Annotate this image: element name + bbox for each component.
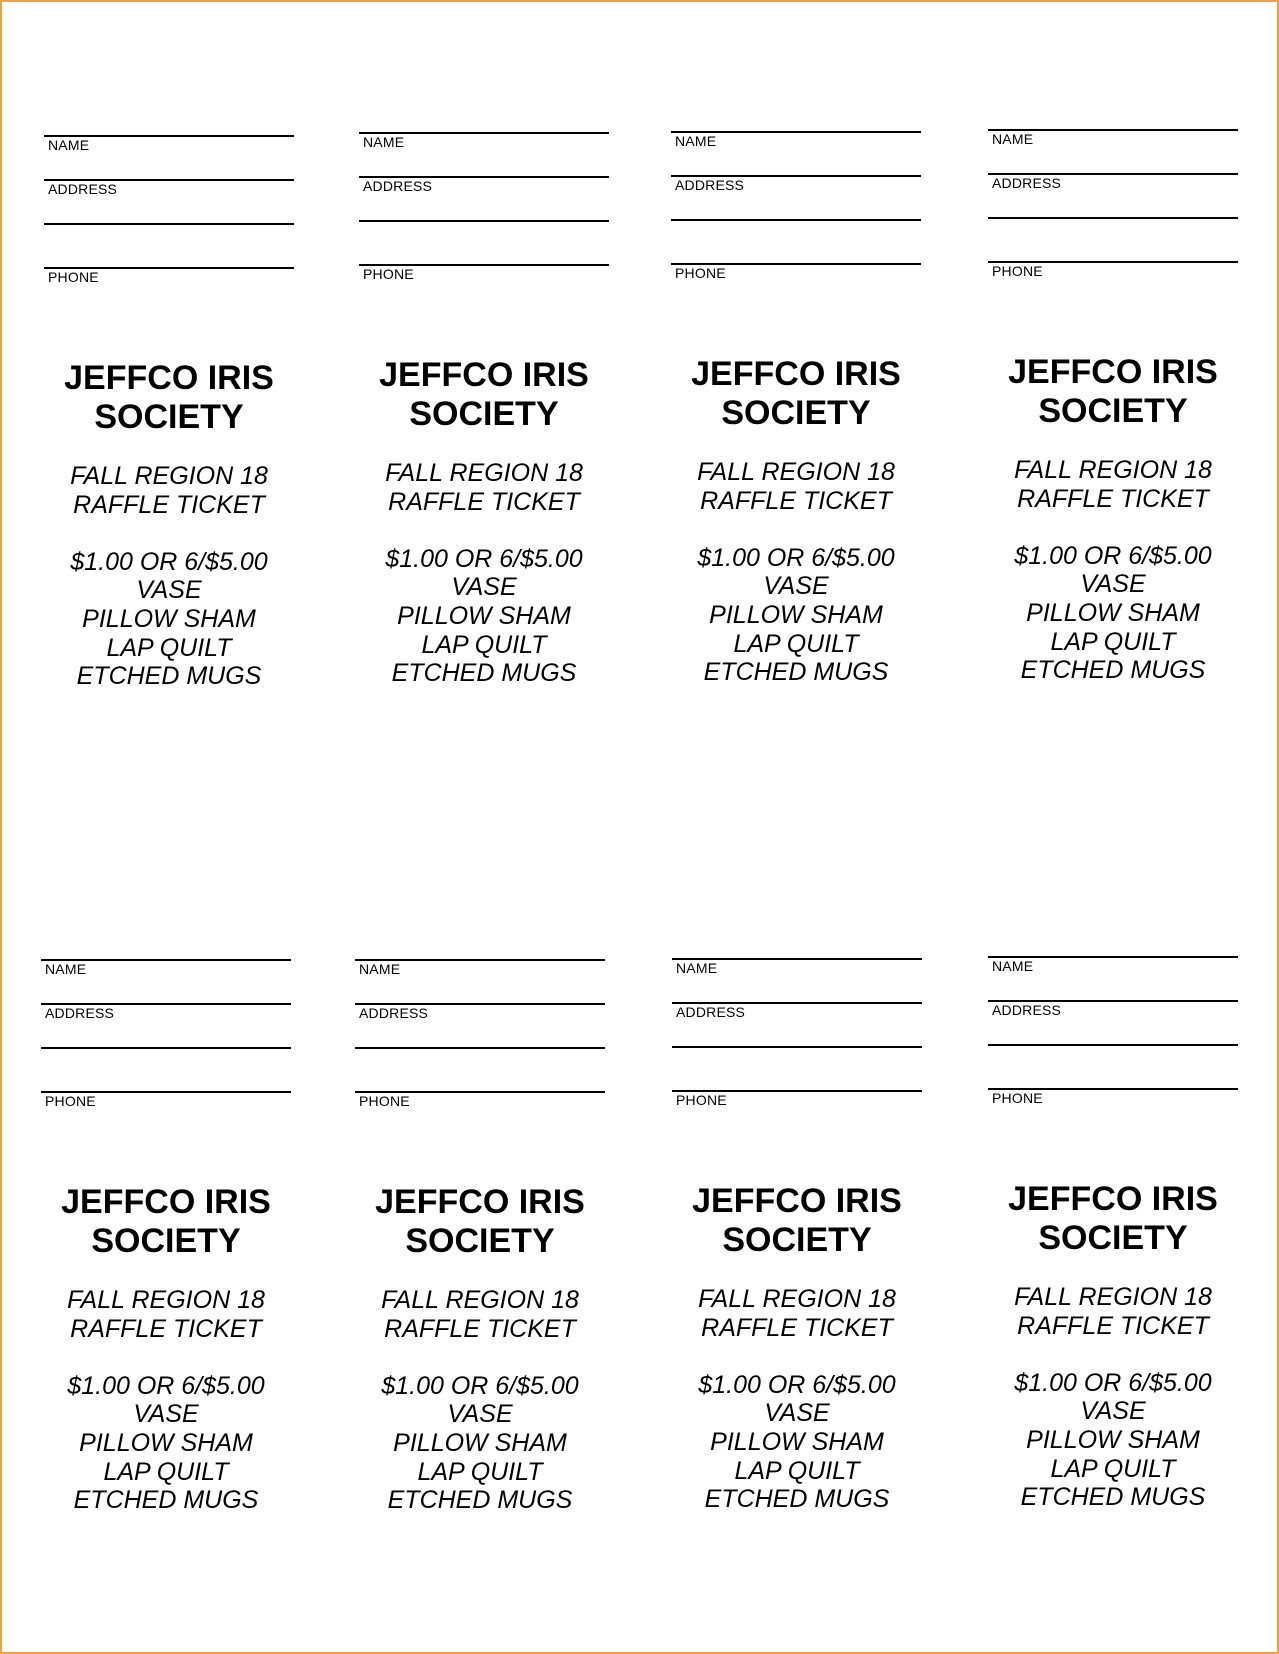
- prize-item: VASE: [764, 1399, 830, 1428]
- phone-label: PHONE: [48, 269, 99, 285]
- organization-title: [339, 356, 629, 434]
- prize-item: ETCHED MUGS: [703, 658, 889, 687]
- org-line-2: SOCIETY: [409, 395, 559, 433]
- event-line-2: RAFFLE TICKET: [73, 490, 265, 519]
- address-label: ADDRESS: [45, 1005, 115, 1021]
- organization-title: [968, 353, 1258, 431]
- address-line-2[interactable]: [672, 1046, 922, 1048]
- address-line-2[interactable]: [41, 1047, 291, 1049]
- address-line-2[interactable]: [988, 217, 1238, 219]
- name-label: NAME: [676, 960, 718, 976]
- event-line-1: FALL REGION 18: [70, 462, 268, 490]
- prize-item: PILLOW SHAM: [709, 600, 883, 629]
- phone-label: PHONE: [359, 1093, 410, 1109]
- address-line-2[interactable]: [671, 219, 921, 221]
- prize-item: VASE: [447, 1400, 513, 1429]
- phone-label: PHONE: [992, 263, 1043, 279]
- address-line-2[interactable]: [355, 1047, 605, 1049]
- event-line-1: FALL REGION 18: [1014, 456, 1212, 484]
- org-line-2: SOCIETY: [91, 1222, 241, 1260]
- name-label: NAME: [48, 137, 90, 153]
- org-line-2: SOCIETY: [722, 1221, 872, 1259]
- address-label: ADDRESS: [675, 177, 745, 193]
- prize-item: ETCHED MUGS: [1020, 1483, 1206, 1512]
- organization-title: [652, 1182, 942, 1260]
- name-label: NAME: [992, 958, 1034, 974]
- address-label: ADDRESS: [992, 175, 1062, 191]
- address-label: ADDRESS: [992, 1002, 1062, 1018]
- address-line-2[interactable]: [44, 223, 294, 225]
- prize-item: PILLOW SHAM: [710, 1427, 884, 1456]
- organization-title: [335, 1183, 625, 1261]
- ticket-details: [339, 459, 629, 688]
- prize-item: LAP QUILT: [1050, 627, 1176, 656]
- ticket-details: [968, 456, 1258, 685]
- org-line-1: JEFFCO IRIS: [1008, 353, 1218, 391]
- prize-item: LAP QUILT: [1050, 1454, 1176, 1483]
- org-line-1: JEFFCO IRIS: [64, 359, 274, 397]
- org-line-2: SOCIETY: [1038, 1219, 1188, 1257]
- ticket-details: [652, 1285, 942, 1514]
- ticket-details: [651, 458, 941, 687]
- ticket-details: [24, 462, 314, 691]
- org-line-1: JEFFCO IRIS: [375, 1183, 585, 1221]
- price-text: $1.00 OR 6/$5.00: [385, 544, 583, 573]
- org-line-2: SOCIETY: [94, 398, 244, 436]
- prize-item: VASE: [1080, 1397, 1146, 1426]
- org-line-2: SOCIETY: [405, 1222, 555, 1260]
- event-line-1: FALL REGION 18: [385, 459, 583, 487]
- address-label: ADDRESS: [48, 181, 118, 197]
- prize-item: LAP QUILT: [734, 1456, 860, 1485]
- prize-item: ETCHED MUGS: [387, 1486, 573, 1515]
- prize-item: ETCHED MUGS: [391, 659, 577, 688]
- prize-item: VASE: [1080, 570, 1146, 599]
- address-line-2[interactable]: [359, 220, 609, 222]
- organization-title: [24, 359, 314, 437]
- prize-item: VASE: [763, 572, 829, 601]
- event-line-2: RAFFLE TICKET: [700, 486, 892, 515]
- event-line-1: FALL REGION 18: [698, 1285, 896, 1313]
- price-text: $1.00 OR 6/$5.00: [1014, 541, 1212, 570]
- prize-item: VASE: [136, 576, 202, 605]
- phone-label: PHONE: [363, 266, 414, 282]
- phone-label: PHONE: [45, 1093, 96, 1109]
- address-label: ADDRESS: [359, 1005, 429, 1021]
- phone-label: PHONE: [676, 1092, 727, 1108]
- ticket-details: [335, 1286, 625, 1515]
- prize-item: LAP QUILT: [103, 1457, 229, 1486]
- event-line-1: FALL REGION 18: [381, 1286, 579, 1314]
- prize-item: VASE: [451, 573, 517, 602]
- prize-item: LAP QUILT: [106, 633, 232, 662]
- price-text: $1.00 OR 6/$5.00: [67, 1371, 265, 1400]
- event-line-2: RAFFLE TICKET: [1017, 1311, 1209, 1340]
- price-text: $1.00 OR 6/$5.00: [381, 1371, 579, 1400]
- org-line-1: JEFFCO IRIS: [691, 355, 901, 393]
- address-label: ADDRESS: [676, 1004, 746, 1020]
- price-text: $1.00 OR 6/$5.00: [698, 1370, 896, 1399]
- prize-item: PILLOW SHAM: [1026, 1425, 1200, 1454]
- org-line-1: JEFFCO IRIS: [1008, 1180, 1218, 1218]
- phone-label: PHONE: [992, 1090, 1043, 1106]
- event-line-2: RAFFLE TICKET: [388, 487, 580, 516]
- event-line-2: RAFFLE TICKET: [1017, 484, 1209, 513]
- event-line-2: RAFFLE TICKET: [701, 1313, 893, 1342]
- name-label: NAME: [363, 134, 405, 150]
- prize-item: PILLOW SHAM: [393, 1428, 567, 1457]
- prize-item: VASE: [133, 1400, 199, 1429]
- organization-title: [968, 1180, 1258, 1258]
- ticket-details: [21, 1286, 311, 1515]
- prize-item: ETCHED MUGS: [1020, 656, 1206, 685]
- price-text: $1.00 OR 6/$5.00: [70, 547, 268, 576]
- prize-item: LAP QUILT: [733, 629, 859, 658]
- name-label: NAME: [45, 961, 87, 977]
- prize-item: LAP QUILT: [417, 1457, 543, 1486]
- prize-item: ETCHED MUGS: [73, 1486, 259, 1515]
- prize-item: PILLOW SHAM: [397, 601, 571, 630]
- phone-label: PHONE: [675, 265, 726, 281]
- name-label: NAME: [675, 133, 717, 149]
- org-line-1: JEFFCO IRIS: [379, 356, 589, 394]
- address-line-2[interactable]: [988, 1044, 1238, 1046]
- address-label: ADDRESS: [363, 178, 433, 194]
- event-line-1: FALL REGION 18: [697, 458, 895, 486]
- prize-item: PILLOW SHAM: [79, 1428, 253, 1457]
- event-line-2: RAFFLE TICKET: [384, 1314, 576, 1343]
- prize-item: PILLOW SHAM: [1026, 598, 1200, 627]
- ticket-details: [968, 1283, 1258, 1512]
- prize-item: PILLOW SHAM: [82, 604, 256, 633]
- event-line-2: RAFFLE TICKET: [70, 1314, 262, 1343]
- prize-item: ETCHED MUGS: [704, 1485, 890, 1514]
- org-line-2: SOCIETY: [1038, 392, 1188, 430]
- price-text: $1.00 OR 6/$5.00: [1014, 1368, 1212, 1397]
- price-text: $1.00 OR 6/$5.00: [697, 543, 895, 572]
- organization-title: [651, 355, 941, 433]
- organization-title: [21, 1183, 311, 1261]
- event-line-1: FALL REGION 18: [67, 1286, 265, 1314]
- org-line-1: JEFFCO IRIS: [692, 1182, 902, 1220]
- org-line-1: JEFFCO IRIS: [61, 1183, 271, 1221]
- prize-item: ETCHED MUGS: [76, 662, 262, 691]
- name-label: NAME: [359, 961, 401, 977]
- event-line-1: FALL REGION 18: [1014, 1283, 1212, 1311]
- prize-item: LAP QUILT: [421, 630, 547, 659]
- org-line-2: SOCIETY: [721, 394, 871, 432]
- name-label: NAME: [992, 131, 1034, 147]
